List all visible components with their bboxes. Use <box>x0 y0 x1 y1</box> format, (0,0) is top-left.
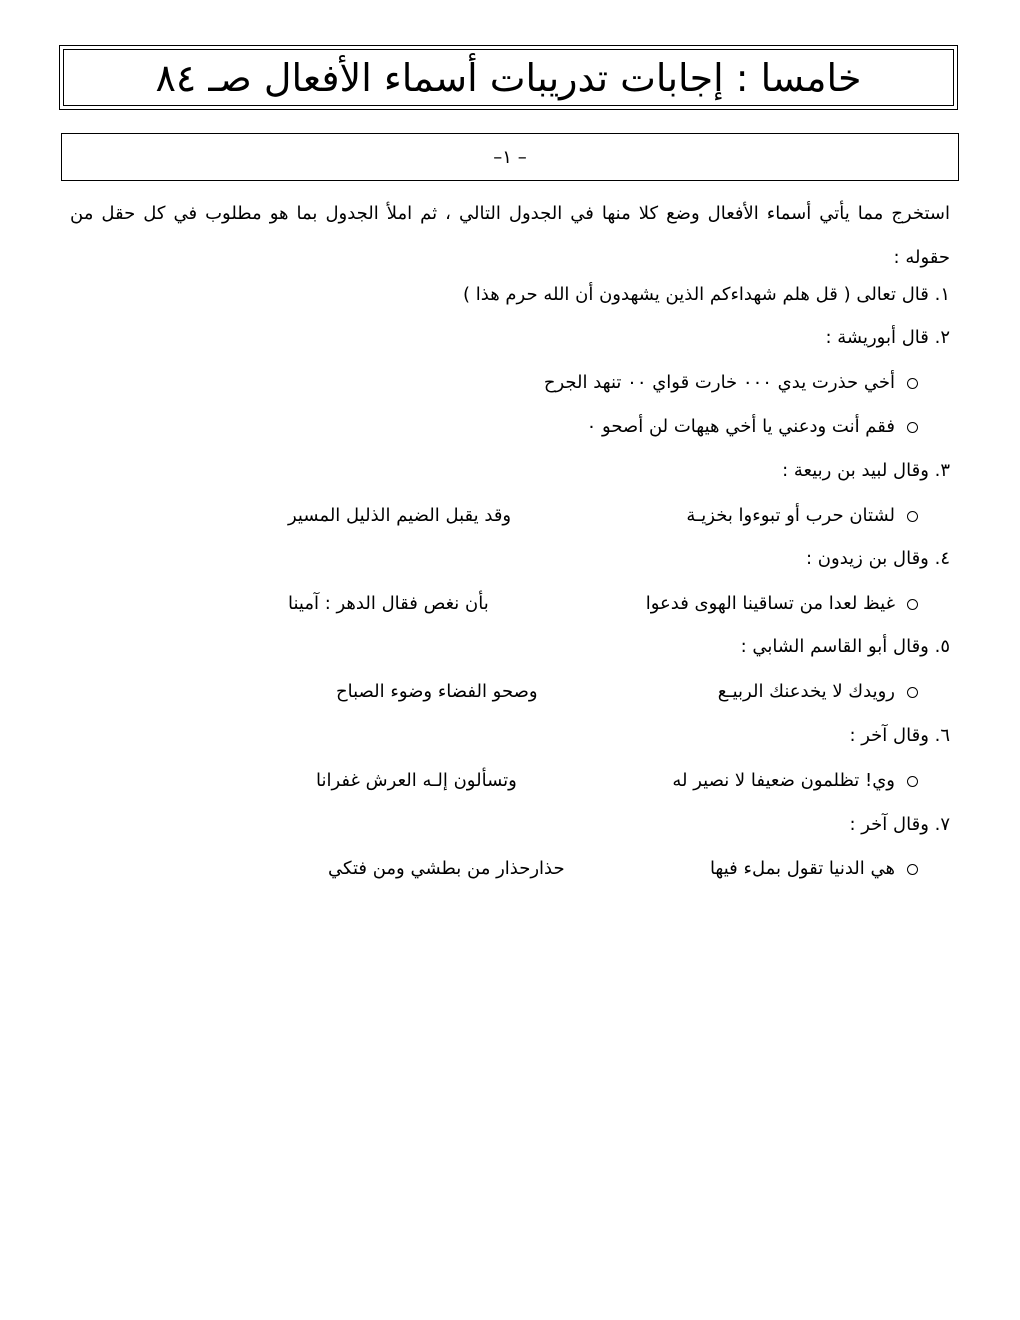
item-5: ٥. وقال أبو القاسم الشابي : <box>740 636 950 657</box>
item-1: ١. قال تعالى ( قل هلم شهداءكم الذين يشهدون أن الله حرم هذا ) <box>463 284 950 305</box>
bullet-circle-icon <box>907 776 918 787</box>
bullet-circle-icon <box>907 422 918 433</box>
item-4: ٤. وقال بن زيدون : <box>806 548 950 569</box>
verse-second-hemistich: وصحو الفضاء وضوء الصباح <box>336 681 538 702</box>
bullet-circle-icon <box>907 687 918 698</box>
verse-first-hemistich: لشتان حرب أو تبوءوا بخزيـة <box>686 504 918 528</box>
verse-second-hemistich: وتسألون إلـه العرش غفرانا <box>316 770 517 791</box>
item-3: ٣. وقال لبيد بن ربيعة : <box>782 460 950 481</box>
page-title: خامسا : إجابات تدريبات أسماء الأفعال صـ ٨٤ <box>63 49 954 106</box>
verse-first-hemistich: هي الدنيا تقول بملء فيها <box>710 857 918 881</box>
verse-first-hemistich: غيظ لعدا من تساقينا الهوى فدعوا <box>646 592 918 616</box>
bullet-circle-icon <box>907 599 918 610</box>
verse-second-hemistich: حذارحذار من بطشي ومن فتكي <box>328 858 565 879</box>
title-frame <box>59 45 958 110</box>
item-6: ٦. وقال آخر : <box>849 725 950 746</box>
verse-second-hemistich: بأن نغص فقال الدهر : آمينا <box>288 593 489 614</box>
instructions-paragraph: استخرج مما يأتي أسماء الأفعال وضع كلا منها في الجدول التالي ، ثم املأ الجدول بما هو مطلوب في كل حقل من حقوله : <box>70 203 950 268</box>
item-2: ٢. قال أبوريشة : <box>825 327 950 348</box>
item-7: ٧. وقال آخر : <box>849 814 950 835</box>
verse-second-hemistich: وقد يقبل الضيم الذليل المسير <box>288 505 512 526</box>
bullet-circle-icon <box>907 864 918 875</box>
section-number: – ١– <box>61 133 959 181</box>
verse-first-hemistich: وي! تظلمون ضعيفا لا نصير له <box>672 769 918 793</box>
verse-first-hemistich: رويدك لا يخدعنك الربيـع <box>718 680 918 704</box>
bullet-circle-icon <box>907 378 918 389</box>
bullet-circle-icon <box>907 511 918 522</box>
list-item: فقم أنت ودعني يا أخي هيهات لن أصحو ٠ <box>587 415 918 439</box>
list-item: أخي حذرت يدي ٠٠٠ خارت قواي ٠٠ تنهد الجرح <box>544 371 918 395</box>
